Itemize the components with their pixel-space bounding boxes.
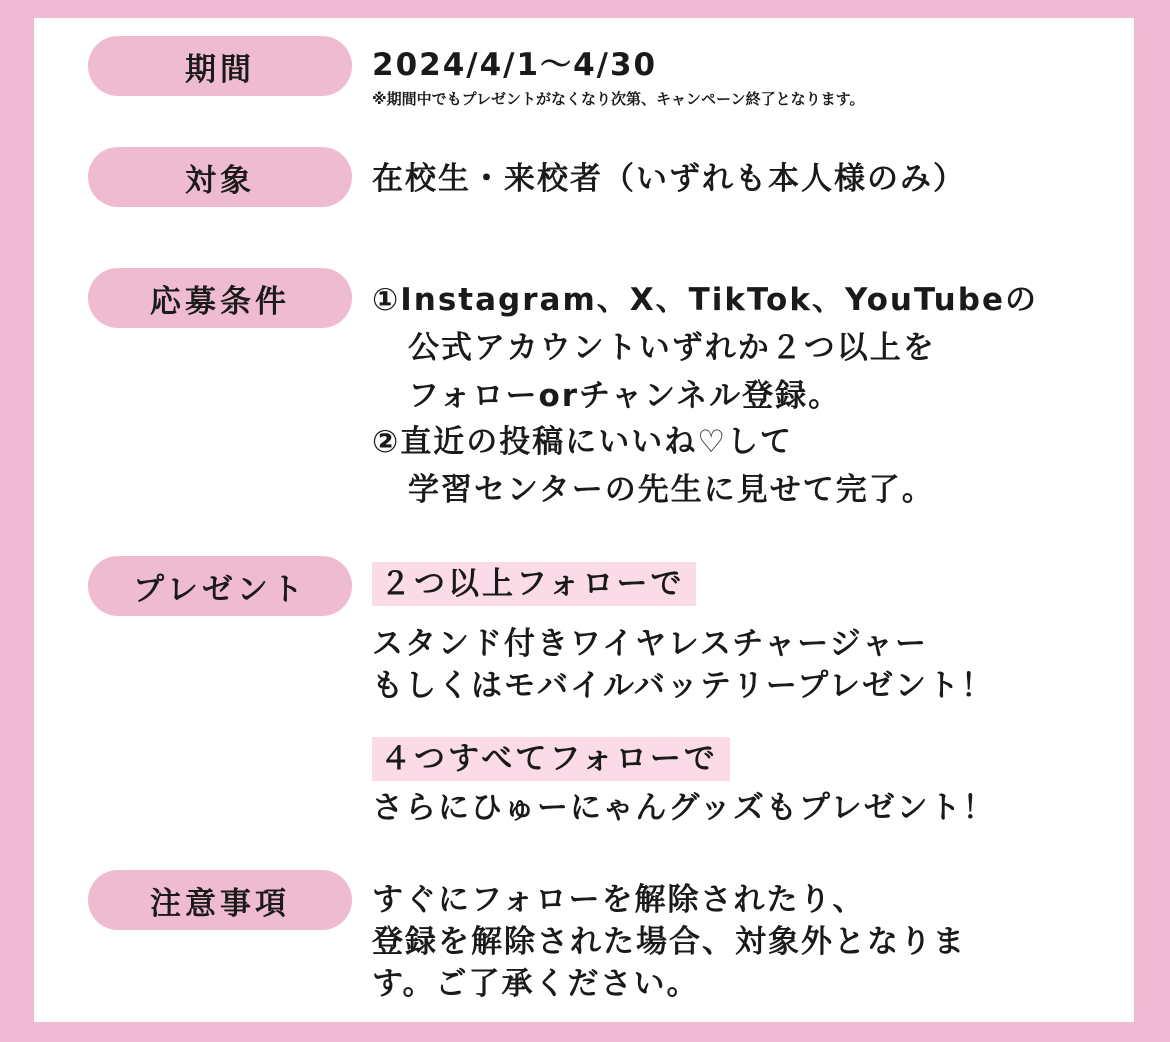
condition-line-2: 公式アカウントいずれか２つ以上を (408, 330, 936, 366)
present-tier1-line-2: もしくはモバイルバッテリープレゼント！ (372, 668, 995, 704)
period-note: ※期間中でもプレゼントがなくなり次第、キャンペーン終了となります。 (372, 90, 865, 108)
condition-line-5: 学習センターの先生に見せて完了。 (408, 472, 935, 508)
condition-line-4: ②直近の投稿にいいね♡して (372, 424, 794, 460)
notes-line-3: す。ご了承ください。 (372, 966, 700, 1002)
target-value: 在校生・来校者（いずれも本人様のみ） (372, 161, 966, 197)
target-label: 対象 (88, 147, 352, 207)
present-tier2-heading: ４つすべてフォローで (372, 737, 730, 781)
present-label: プレゼント (88, 556, 352, 616)
period-value: 2024/4/1〜4/30 (372, 47, 658, 83)
present-tier1-line-1: スタンド付きワイヤレスチャージャー (372, 626, 929, 662)
conditions-label: 応募条件 (88, 268, 352, 328)
notes-line-1: すぐにフォローを解除されたり、 (372, 882, 866, 918)
period-label: 期間 (88, 36, 352, 96)
condition-line-1: ①Instagram、X、TikTok、YouTubeの (372, 282, 1038, 318)
present-tier1-heading: ２つ以上フォローで (372, 562, 696, 606)
present-tier2-line-1: さらにひゅーにゃんグッズもプレゼント！ (372, 790, 996, 826)
notes-label: 注意事項 (88, 870, 352, 930)
notes-line-2: 登録を解除された場合、対象外となりま (372, 924, 966, 960)
condition-line-3: フォローorチャンネル登録。 (408, 378, 842, 414)
